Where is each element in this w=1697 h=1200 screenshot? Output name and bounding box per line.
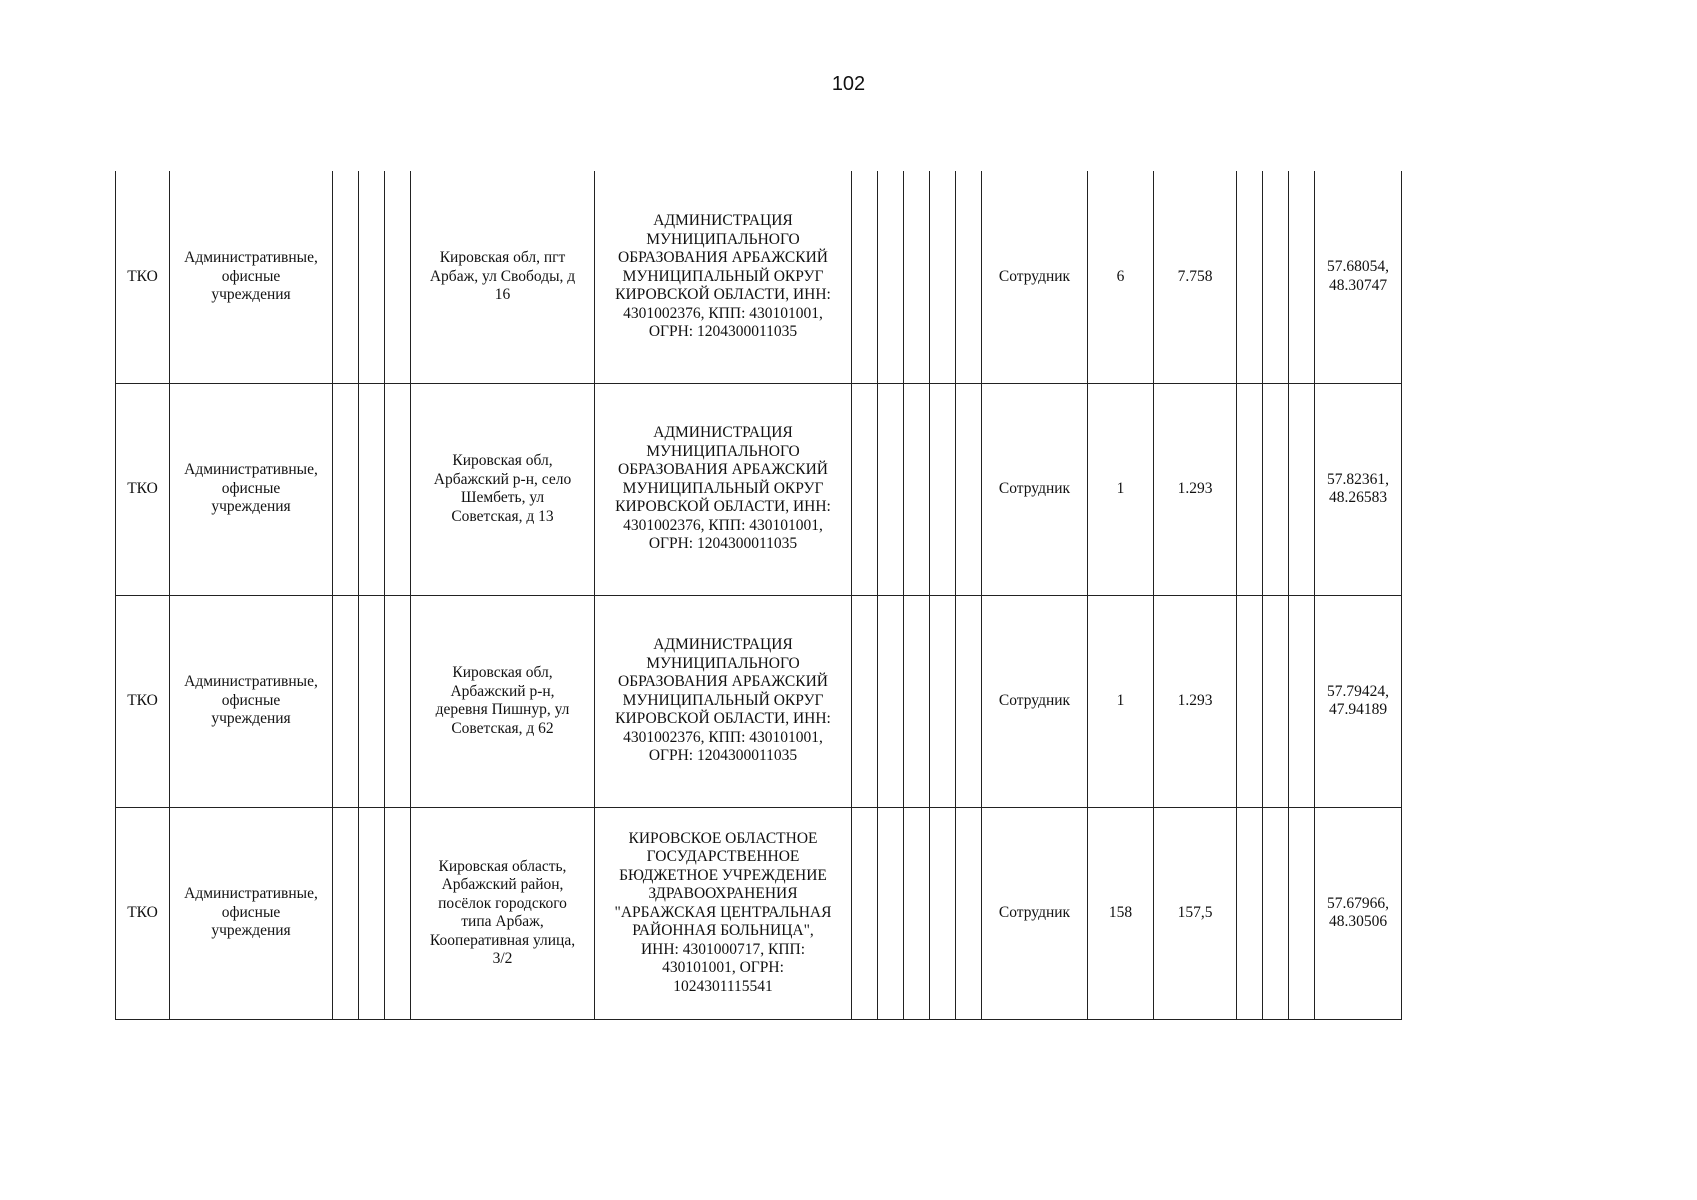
- waste-type-cell: ТКО: [116, 807, 170, 1019]
- empty-cell: [852, 807, 878, 1019]
- empty-cell: [904, 807, 930, 1019]
- empty-cell: [1289, 171, 1315, 383]
- count-cell: 158: [1088, 807, 1154, 1019]
- empty-cell: [878, 383, 904, 595]
- empty-cell: [956, 383, 982, 595]
- coordinates-cell: 57.82361, 48.26583: [1315, 383, 1402, 595]
- waste-type-cell: ТКО: [116, 595, 170, 807]
- organization-cell: АДМИНИСТРАЦИЯ МУНИЦИПАЛЬНОГО ОБРАЗОВАНИЯ АРБАЖСКИЙ МУНИЦИПАЛЬНЫЙ ОКРУГ КИРОВСКОЙ ОБЛАСТИ, ИНН: 4301002376, КПП: 430101001, ОГРН: 1204300011035: [595, 383, 852, 595]
- empty-cell: [852, 171, 878, 383]
- empty-cell: [956, 171, 982, 383]
- waste-type-cell: ТКО: [116, 383, 170, 595]
- volume-cell: 1.293: [1154, 595, 1237, 807]
- coordinates-cell: 57.67966, 48.30506: [1315, 807, 1402, 1019]
- unit-cell: Сотрудник: [982, 595, 1088, 807]
- empty-cell: [1237, 807, 1263, 1019]
- empty-cell: [1237, 383, 1263, 595]
- category-cell: Административные, офисные учреждения: [170, 807, 333, 1019]
- empty-cell: [333, 171, 359, 383]
- empty-cell: [956, 595, 982, 807]
- empty-cell: [385, 807, 411, 1019]
- unit-cell: Сотрудник: [982, 383, 1088, 595]
- volume-cell: 1.293: [1154, 383, 1237, 595]
- empty-cell: [1263, 171, 1289, 383]
- empty-cell: [333, 383, 359, 595]
- empty-cell: [385, 595, 411, 807]
- count-cell: 1: [1088, 383, 1154, 595]
- empty-cell: [385, 171, 411, 383]
- empty-cell: [878, 171, 904, 383]
- table-row: [116, 171, 1402, 383]
- empty-cell: [359, 807, 385, 1019]
- empty-cell: [852, 595, 878, 807]
- volume-cell: 7.758: [1154, 171, 1237, 383]
- count-cell: 1: [1088, 595, 1154, 807]
- count-cell: 6: [1088, 171, 1154, 383]
- empty-cell: [1263, 383, 1289, 595]
- coordinates-cell: 57.79424, 47.94189: [1315, 595, 1402, 807]
- empty-cell: [1237, 171, 1263, 383]
- address-cell: Кировская обл, Арбажский р-н, село Шембеть, ул Советская, д 13: [411, 383, 595, 595]
- empty-cell: [904, 171, 930, 383]
- empty-cell: [1289, 595, 1315, 807]
- empty-cell: [1263, 595, 1289, 807]
- empty-cell: [385, 383, 411, 595]
- volume-cell: 157,5: [1154, 807, 1237, 1019]
- empty-cell: [904, 595, 930, 807]
- empty-cell: [930, 171, 956, 383]
- empty-cell: [359, 595, 385, 807]
- category-cell: Административные, офисные учреждения: [170, 171, 333, 383]
- address-cell: Кировская обл, Арбажский р-н, деревня Пишнур, ул Советская, д 62: [411, 595, 595, 807]
- table-row: [116, 807, 1402, 1019]
- empty-cell: [878, 595, 904, 807]
- empty-cell: [1237, 595, 1263, 807]
- empty-cell: [956, 807, 982, 1019]
- organization-cell: АДМИНИСТРАЦИЯ МУНИЦИПАЛЬНОГО ОБРАЗОВАНИЯ АРБАЖСКИЙ МУНИЦИПАЛЬНЫЙ ОКРУГ КИРОВСКОЙ ОБЛАСТИ, ИНН: 4301002376, КПП: 430101001, ОГРН: 1204300011035: [595, 171, 852, 383]
- category-cell: Административные, офисные учреждения: [170, 383, 333, 595]
- organization-cell: КИРОВСКОЕ ОБЛАСТНОЕ ГОСУДАРСТВЕННОЕ БЮДЖЕТНОЕ УЧРЕЖДЕНИЕ ЗДРАВООХРАНЕНИЯ "АРБАЖСКАЯ ЦЕНТРАЛЬНАЯ РАЙОННАЯ БОЛЬНИЦА", ИНН: 4301000717, КПП: 430101001, ОГРН: 1024301115541: [595, 807, 852, 1019]
- coordinates-cell: 57.68054, 48.30747: [1315, 171, 1402, 383]
- empty-cell: [1263, 807, 1289, 1019]
- waste-type-cell: ТКО: [116, 171, 170, 383]
- empty-cell: [1289, 383, 1315, 595]
- organization-cell: АДМИНИСТРАЦИЯ МУНИЦИПАЛЬНОГО ОБРАЗОВАНИЯ АРБАЖСКИЙ МУНИЦИПАЛЬНЫЙ ОКРУГ КИРОВСКОЙ ОБЛАСТИ, ИНН: 4301002376, КПП: 430101001, ОГРН: 1204300011035: [595, 595, 852, 807]
- waste-sources-table: [115, 171, 1402, 1020]
- address-cell: Кировская обл, пгт Арбаж, ул Свободы, д 16: [411, 171, 595, 383]
- empty-cell: [852, 383, 878, 595]
- empty-cell: [930, 383, 956, 595]
- empty-cell: [359, 171, 385, 383]
- page-number: 102: [831, 73, 866, 95]
- address-cell: Кировская область, Арбажский район, посёлок городского типа Арбаж, Кооперативная улица, 3/2: [411, 807, 595, 1019]
- unit-cell: Сотрудник: [982, 171, 1088, 383]
- empty-cell: [333, 595, 359, 807]
- empty-cell: [904, 383, 930, 595]
- empty-cell: [930, 595, 956, 807]
- empty-cell: [930, 807, 956, 1019]
- empty-cell: [1289, 807, 1315, 1019]
- empty-cell: [333, 807, 359, 1019]
- unit-cell: Сотрудник: [982, 807, 1088, 1019]
- empty-cell: [359, 383, 385, 595]
- table-row: [116, 383, 1402, 595]
- empty-cell: [878, 807, 904, 1019]
- category-cell: Административные, офисные учреждения: [170, 595, 333, 807]
- table-row: [116, 595, 1402, 807]
